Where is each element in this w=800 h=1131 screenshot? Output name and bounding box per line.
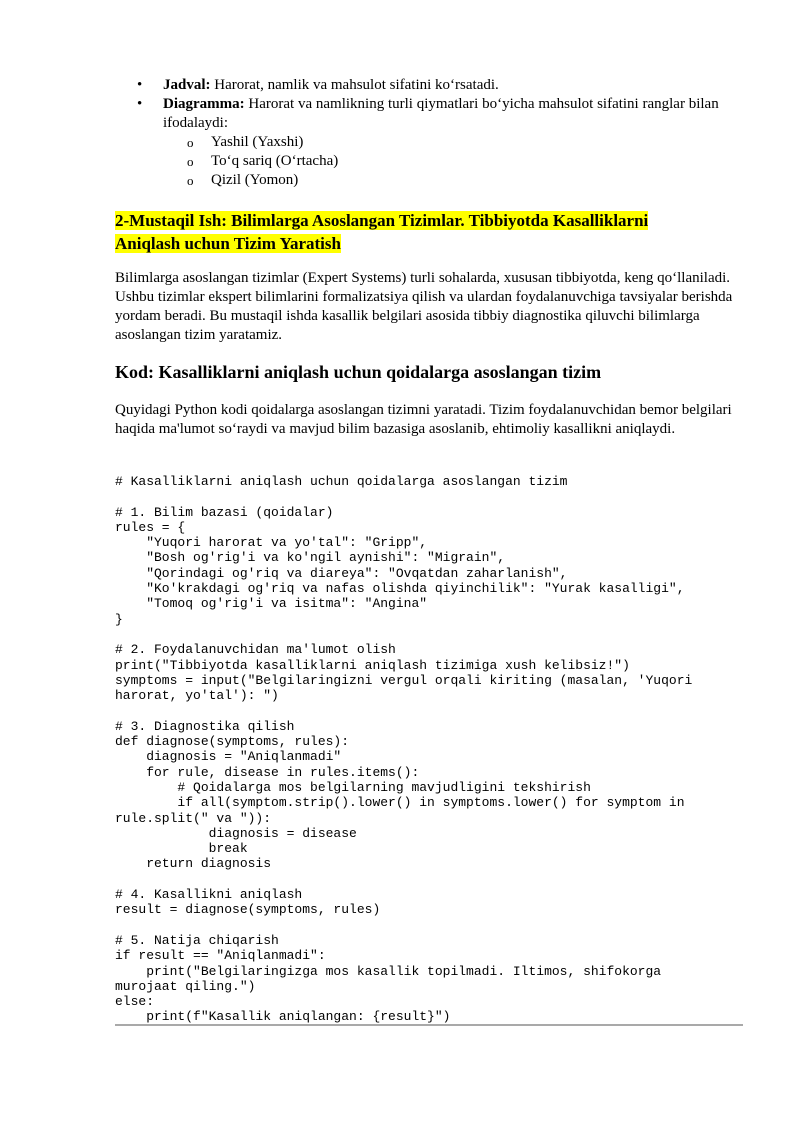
circle-bullet: o [187, 173, 194, 188]
bullet-label: Diagramma: [163, 96, 245, 112]
code-block: # Kasalliklarni aniqlash uchun qoidalarga asoslangan tizim # 1. Bilim bazasi (qoidalar) rules = { "Yuqori harorat va yo'tal": "Gripp", "Bosh og'rig'i va ko'ngil aynishi": "Migrain", "Qorindagi og'riq va diareya": "Ovqatdan zaharlanish", "Ko'krakdagi og'riq va nafas olishda qiyinchilik": "Yurak kasalligi", "Tomoq og'rig'i va isitma": "Angina" } # 2. Foydalanuvchidan ma'lumot olish print("Tibbiyotda kasalliklarni aniqlash tizimiga xush kelibsiz!") symptoms = input("Belgilaringizni vergul orqali kiriting (masalan, 'Yuqori harorat, yo'tal'): ") # 3. Diagnostika qilish def diagnose(symptoms, rules): diagnosis = "Aniqlanmadi" for rule, disease in rules.items(): # Qoidalarga mos belgilarning mavjudligini tekshirish if all(symptom.strip().lower() in symptoms.lower() for symptom in rule.split(" va ")): diagnosis = disease break return diagnosis # 4. Kasallikni aniqlash result = diagnose(symptoms, rules) # 5. Natija chiqarish if result == "Aniqlanmadi": print("Belgilaringizga mos kasallik topilmadi. Iltimos, shifokorga murojaat qiling.") else: print(f"Kasallik aniqlangan: {result}") [115, 474, 693, 1024]
sub-bullet-list [163, 133, 735, 190]
highlighted-heading-text: 2-Mustaqil Ish: Bilimlarga Asoslangan Tizimlar. Tibbiyotda Kasalliklarni Aniqlash uchun Tizim Yaratish [115, 211, 649, 253]
sub-item-text: Yashil (Yaxshi) [211, 134, 304, 150]
bullet-text: Harorat, namlik va mahsulot sifatini koʻrsatadi. [210, 77, 499, 93]
sub-item-text: Qizil (Yomon) [211, 172, 299, 188]
bullet-label: Jadval: [163, 77, 211, 93]
bullet-list [115, 76, 735, 190]
circle-bullet: o [187, 135, 194, 150]
intro-paragraph: Bilimlarga asoslangan tizimlar (Expert Systems) turli sohalarda, xususan tibbiyotda, keng qoʻllaniladi. Ushbu tizimlar ekspert bilimlarini formalizatsiya qilish va ulardan foydalanuvchiga tavsiyalar berishda yordam beradi. Bu mustaqil ishda kasallik belgilari asosida tibbiy diagnostika qiluvchi bilimlarga asoslangan tizim yaratamiz. [115, 270, 733, 343]
list-item [115, 76, 735, 95]
sub-list-item [163, 171, 735, 190]
code-heading: Kod: Kasalliklarni aniqlash uchun qoidalarga asoslangan tizim [115, 362, 602, 382]
circle-bullet: o [187, 154, 194, 169]
bullet-dot: • [137, 96, 143, 112]
sub-list-item [163, 133, 735, 152]
code-paragraph: Quyidagi Python kodi qoidalarga asoslangan tizimni yaratadi. Tizim foydalanuvchidan bemor belgilari haqida ma'lumot so‘raydi va mavjud bilim bazasiga asoslanib, ehtimoliy kasallikni aniqlaydi. [115, 402, 732, 437]
section-heading [115, 209, 715, 255]
list-item [115, 95, 735, 190]
sub-item-text: Toʻq sariq (Oʻrtacha) [211, 153, 339, 169]
sub-list-item [163, 152, 735, 171]
bullet-text: Harorat va namlikning turli qiymatlari boʻyicha mahsulot sifatini ranglar bilan ifodalaydi: [163, 96, 719, 131]
bullet-dot: • [137, 77, 143, 93]
code-block-bottom-border [115, 1024, 743, 1026]
